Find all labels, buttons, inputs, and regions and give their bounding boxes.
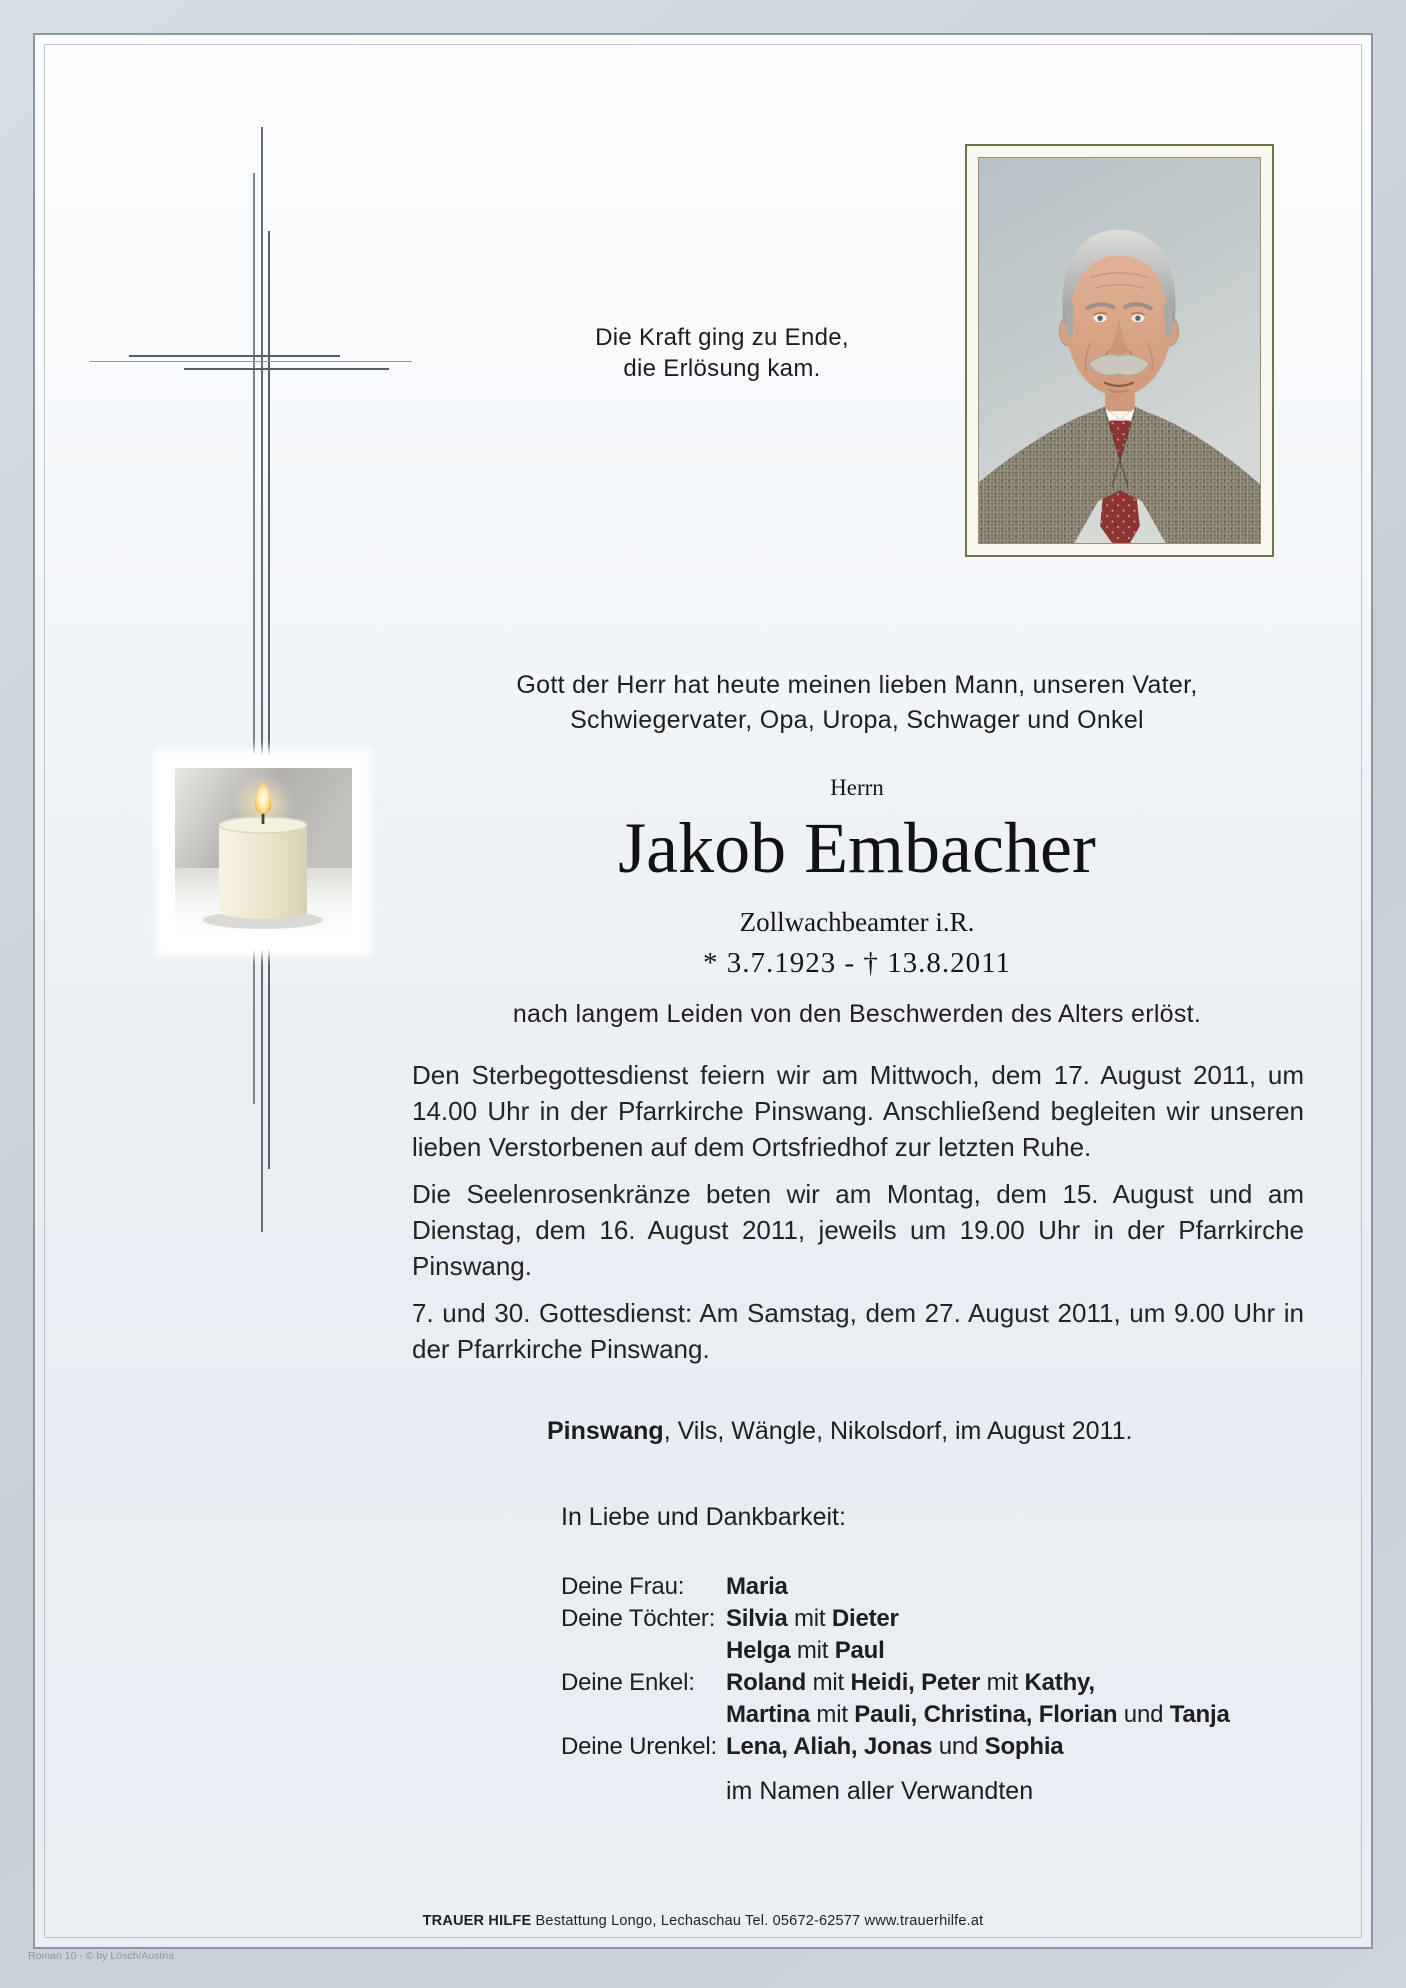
opening-quote (482, 322, 962, 384)
quote-line: die Erlösung kam. (623, 355, 821, 382)
funeral-home-footer: TRAUER HILFE Bestattung Longo, Lechaschau Tel. 05672-62577 www.trauerhilfe.at (422, 1913, 984, 1929)
memorial-card (33, 33, 1373, 1949)
salutation: Herrn (830, 775, 884, 800)
announcement-paragraph: Den Sterbegottesdienst feiern wir am Mittwoch, dem 17. August 2011, um 14.00 Uhr in der Pfarrkirche Pinswang. Anschließend begleiten wir unseren lieben Verstorbenen auf dem Ortsfriedhof zur letzten Ruhe. (412, 1060, 1304, 1162)
family-names: Maria (726, 1573, 788, 1600)
cross-line (253, 173, 255, 1104)
family-relation-label: Deine Frau: (561, 1573, 685, 1600)
family-names: Martina mit Pauli, Christina, Florian und Tanja (726, 1701, 1230, 1728)
family-relation-label: Deine Töchter: (561, 1605, 716, 1632)
burning-candle (175, 768, 352, 937)
announcement-paragraph: Die Seelenrosenkränze beten wir am Montag, dem 15. August und am Dienstag, dem 16. August 2011, jeweils um 19.00 Uhr in der Pfarrkirche Pinswang. (412, 1179, 1304, 1281)
announcement-paragraphs (412, 1057, 1304, 1378)
family-names: Lena, Aliah, Jonas und Sophia (726, 1733, 1064, 1760)
cross-line (184, 368, 389, 370)
closing-line: im Namen aller Verwandten (726, 1777, 1034, 1805)
cross-line (90, 361, 412, 362)
family-row (561, 1603, 1230, 1635)
intro-line: Gott der Herr hat heute meinen lieben Mann, unseren Vater, (516, 671, 1198, 699)
intro-line: Schwiegervater, Opa, Uropa, Schwager und Onkel (570, 706, 1144, 734)
family-relation-label (561, 1635, 726, 1667)
family-names: Silvia mit Dieter (726, 1605, 899, 1632)
deceased-profession: Zollwachbeamter i.R. (739, 907, 975, 937)
cross-line (129, 355, 340, 357)
cross-line (261, 127, 263, 1232)
deceased-name: Jakob Embacher (618, 808, 1096, 888)
family-row (561, 1667, 1230, 1699)
family-rows (561, 1571, 1230, 1763)
family-names: Helga mit Paul (726, 1637, 885, 1664)
family-relation-label (561, 1699, 726, 1731)
portrait-photo (965, 144, 1274, 557)
location-date-line: Pinswang, Vils, Wängle, Nikolsdorf, im August 2011. (547, 1417, 1133, 1445)
print-credit: Roman 10 - © by Lösch/Austria (28, 1950, 175, 1962)
birth-death-dates: * 3.7.1923 - † 13.8.2011 (702, 947, 1012, 979)
family-row (561, 1635, 1230, 1667)
family-names: Roland mit Heidi, Peter mit Kathy, (726, 1669, 1095, 1696)
elderly-man-portrait (979, 158, 1260, 543)
death-note: nach langem Leiden von den Beschwerden des Alters erlöst. (512, 1000, 1202, 1028)
family-relation-label: Deine Urenkel: (561, 1733, 717, 1760)
quote-line: Die Kraft ging zu Ende, (595, 324, 849, 351)
candle-image (162, 755, 365, 950)
announcement-paragraph: 7. und 30. Gottesdienst: Am Samstag, dem 27. August 2011, um 9.00 Uhr in der Pfarrkirche Pinswang. (412, 1298, 1304, 1364)
family-row (561, 1731, 1230, 1763)
family-row (561, 1571, 1230, 1603)
announcement-intro (412, 668, 1302, 738)
family-row (561, 1699, 1230, 1731)
cross-line (268, 231, 270, 1169)
gratitude-heading: In Liebe und Dankbarkeit: (561, 1503, 846, 1531)
portrait-photo-image (978, 157, 1261, 544)
family-relation-label: Deine Enkel: (561, 1669, 695, 1696)
